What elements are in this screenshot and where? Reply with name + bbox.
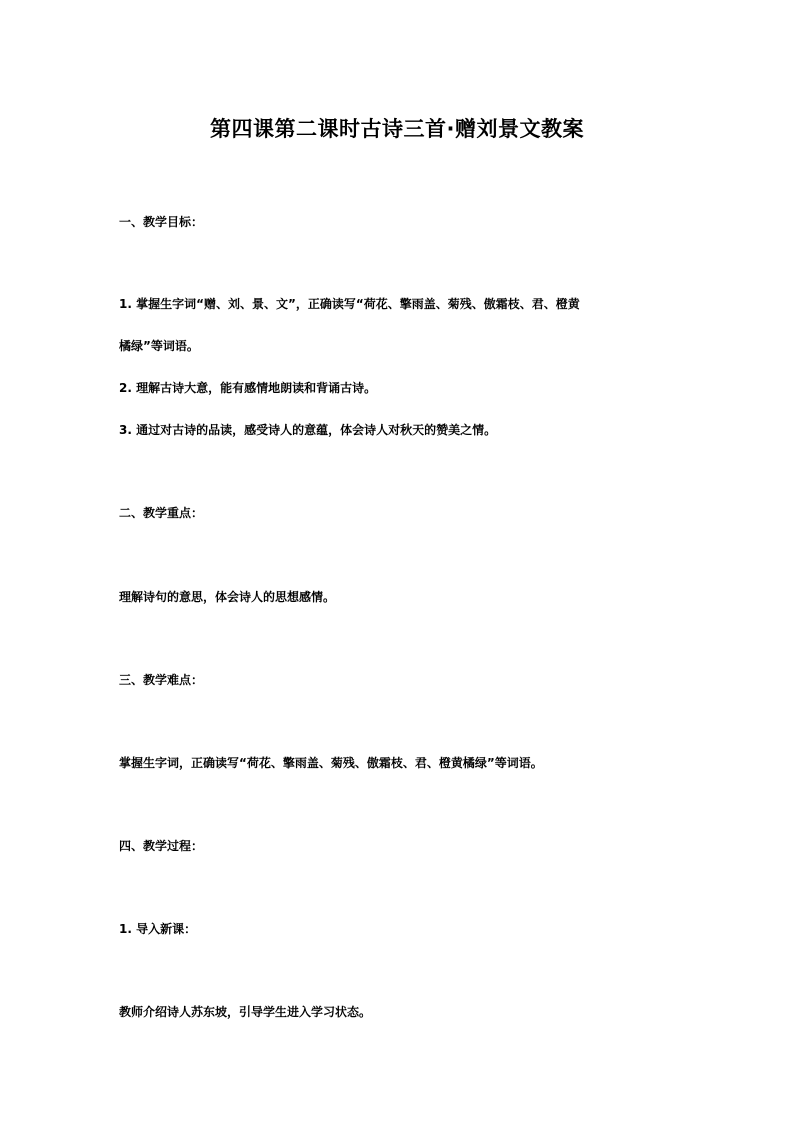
heading-objectives: 一、教学目标：	[119, 215, 204, 229]
objective-1-line-2: 橘绿”等词语。	[119, 339, 199, 353]
objective-3: 3. 通过对古诗的品读，感受诗人的意蕴，体会诗人对秋天的赞美之情。	[119, 423, 497, 437]
heading-process: 四、教学过程：	[119, 839, 204, 853]
key-points-text: 理解诗句的意思，体会诗人的思想感情。	[119, 590, 336, 604]
heading-key-points: 二、教学重点：	[119, 506, 204, 520]
objective-2: 2. 理解古诗大意，能有感情地朗读和背诵古诗。	[119, 381, 377, 395]
difficulties-text: 掌握生字词，正确读写“荷花、擎雨盖、菊残、傲霜枝、君、橙黄橘绿”等词语。	[119, 756, 543, 770]
process-step-1-heading: 1. 导入新课：	[119, 922, 197, 936]
document-title: 第四课第二课时古诗三首·赠刘景文教案	[210, 117, 584, 141]
heading-difficulties: 三、教学难点：	[119, 673, 204, 687]
process-step-1-text: 教师介绍诗人苏东坡，引导学生进入学习状态。	[119, 1005, 372, 1019]
objective-1-line-1: 1. 掌握生字词“赠、刘、景、文”，正确读写“荷花、擎雨盖、菊残、傲霜枝、君、橙黄	[119, 297, 580, 311]
